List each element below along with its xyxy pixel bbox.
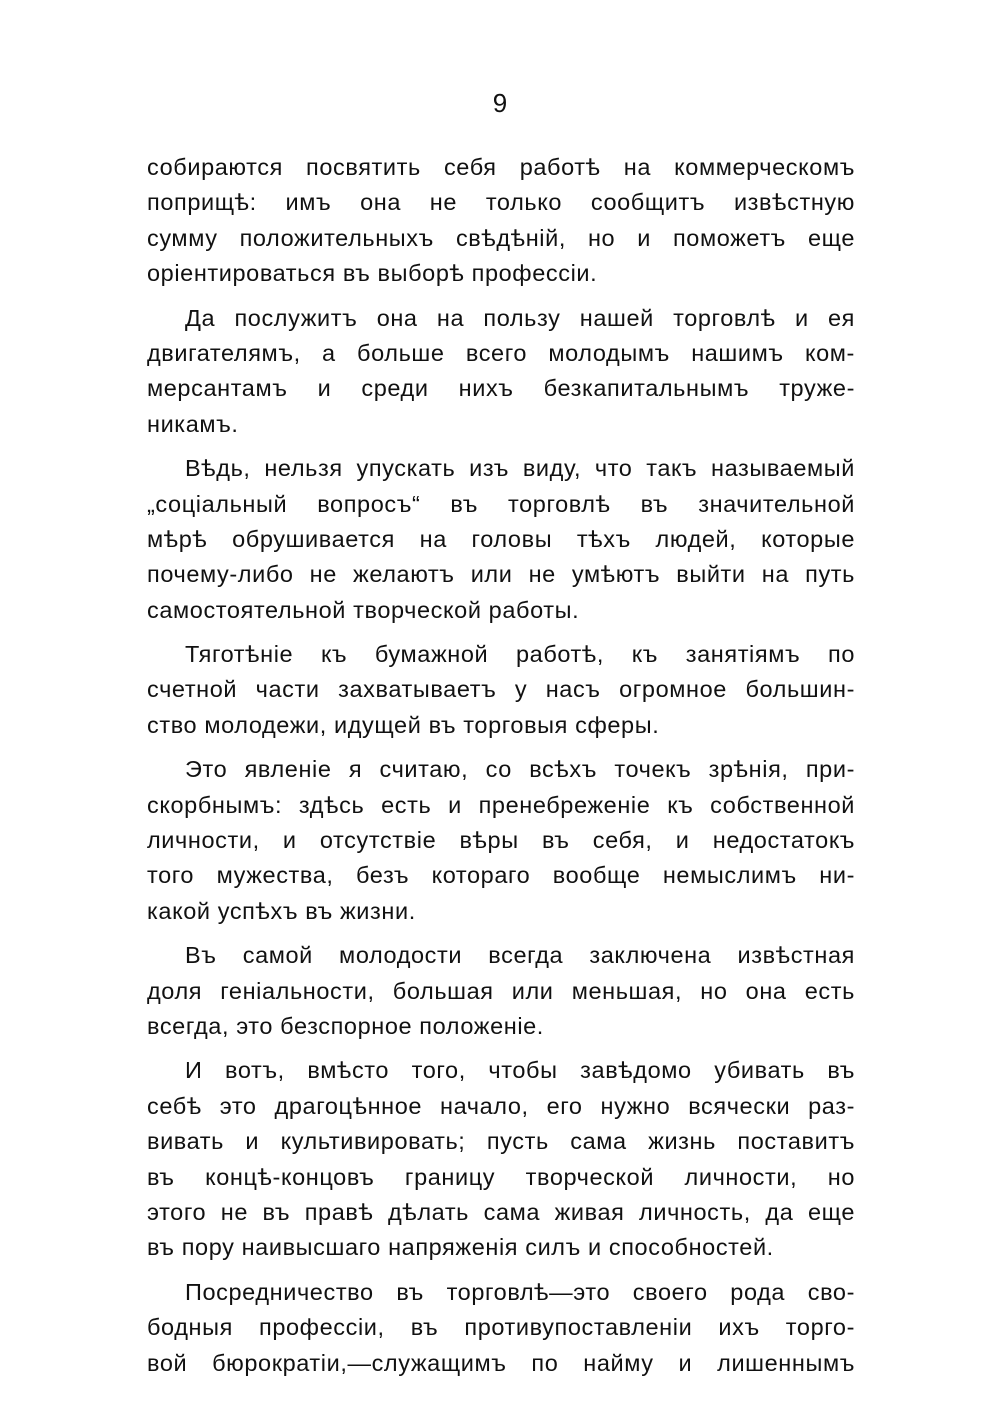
text-line: сумму положительныхъ свѣдѣнiй, но и поможетъ еще [147, 224, 855, 251]
text-line: двигателямъ, а больше всего молодымъ нашимъ ком- [147, 339, 855, 366]
paragraph [147, 752, 855, 929]
text-line: мѣрѣ обрушивается на головы тѣхъ людей, которые [147, 525, 855, 552]
text-line: „соцiальный вопросъ“ въ торговлѣ въ значительной [147, 490, 855, 517]
text-line: почему-либо не желаютъ или не умѣютъ выйти на путь [147, 561, 855, 588]
paragraph [147, 637, 855, 743]
text-line: Вѣдь, нельзя упускать изъ виду, что такъ называемый [185, 455, 855, 482]
text-line: Тяготѣнiе къ бумажной работѣ, къ занятiямъ по [185, 641, 855, 668]
text-line: мерсантамъ и среди нихъ безкапитальнымъ труже- [147, 375, 855, 402]
text-line: личности, и отсутствiе вѣры въ себя, и недостатокъ [147, 827, 855, 854]
text-line: Посредничество въ торговлѣ—это своего рода сво- [185, 1278, 855, 1305]
text-line: вой бюрократiи,—служащимъ по найму и лишеннымъ [147, 1349, 855, 1376]
text-line: всегда, это безспорное положенiе. [147, 1012, 544, 1039]
text-line: счетной части захватываетъ у насъ огромное большин- [147, 676, 855, 703]
text-line: Это явленiе я считаю, со всѣхъ точекъ зрѣнiя, при- [185, 756, 855, 783]
text-line: собираются посвятить себя работѣ на коммерческомъ [147, 154, 855, 180]
text-line: того мужества, безъ котораго вообще немыслимъ ни- [147, 862, 855, 889]
text-line: никамъ. [147, 410, 239, 437]
page-number: 9 [492, 88, 508, 118]
paragraph [147, 1053, 855, 1265]
text-line: этого не въ правѣ дѣлать сама живая личность, да еще [147, 1198, 855, 1225]
text-line: вивать и культивировать; пусть сама жизнь поставитъ [147, 1128, 855, 1155]
text-line: въ пору наивысшаго напряженiя силъ и способностей. [147, 1234, 774, 1261]
paragraph [147, 301, 855, 443]
text-line: орiентироваться въ выборѣ профессiи. [147, 260, 598, 287]
text-line: себѣ это драгоцѣнное начало, его нужно всячески раз- [147, 1092, 855, 1119]
text-line: Да послужитъ она на пользу нашей торговлѣ и ея [185, 304, 855, 331]
text-line: самостоятельной творческой работы. [147, 596, 580, 623]
text-line: поприщѣ: имъ она не только сообщитъ извѣстную [147, 189, 855, 216]
paragraph [147, 150, 855, 292]
paragraph [147, 451, 855, 628]
text-line: доля генiальности, большая или меньшая, но она есть [147, 977, 855, 1004]
text-line: Въ самой молодости всегда заключена извѣстная [185, 942, 855, 969]
text-line: бодныя профессiи, въ противупоставленiи ихъ торго- [147, 1314, 855, 1341]
text-line: скорбнымъ: здѣсь есть и пренебреженiе къ собственной [147, 791, 855, 818]
body-text [147, 150, 855, 1390]
paragraph [147, 938, 855, 1044]
text-line: И вотъ, вмѣсто того, чтобы завѣдомо убивать въ [185, 1057, 855, 1084]
text-line: какой успѣхъ въ жизни. [147, 897, 416, 924]
paragraph [147, 1275, 855, 1381]
text-line: въ концѣ-концовъ границу творческой личности, но [147, 1163, 855, 1190]
text-line: ство молодежи, идущей въ торговыя сферы. [147, 711, 660, 738]
